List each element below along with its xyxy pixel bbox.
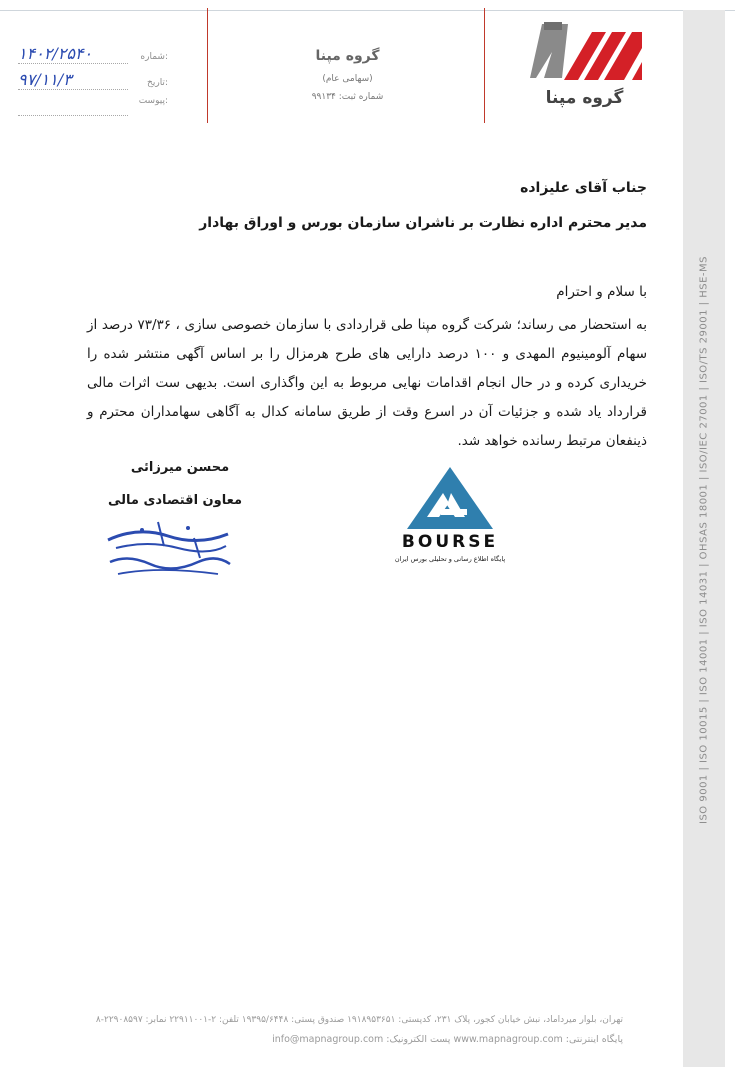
letter-date-label: تاریخ: — [147, 78, 168, 88]
greeting: با سلام و احترام — [556, 284, 647, 300]
header-divider-right — [484, 8, 485, 123]
top-edge-line — [0, 10, 735, 11]
letter-number-label: شماره: — [140, 52, 168, 62]
footer-address: تهران، بلوار میرداماد، نبش خیابان کجور، پلاک ۲۳۱، کدپستی: ۱۹۱۸۹۵۳۶۵۱ صندوق پستی: ۱۹۳۹۵/۶۴۴۸ تلفن: ۲-۲۲۹۱۱۰۰۱ نمابر: ۲۲۹۰۸۵۹۷-۸ — [95, 1015, 623, 1025]
company-stamp-icon — [98, 518, 238, 582]
letter-reference-fields — [18, 44, 168, 122]
company-type: (سهامی عام) — [322, 74, 373, 84]
letter-attachment-row — [18, 96, 168, 122]
letter-number-value: ۱۴۰۲/۲۵۴۰ — [18, 44, 93, 63]
letter-body-paragraph: به استحضار می رساند؛ شرکت گروه مپنا طی قراردادی با سازمان خصوصی سازی ، ۷۳/۳۶ درصد از سهام آلومینیوم المهدی و ۱۰۰ درصد دارایی های طرح هرمزال را بر اساس آگهی منتشر شده را خریداری کرده و در حال انجام اقدامات نهایی مربوط به این واگذاری است. بدیهی ست اثرات مالی قرارداد یاد شده و جزئیات آن در اسرع وقت از طریق سامانه کدال به آگاهی سهامداران محترم و ذینفعان مرتبط رسانده خواهد شد. — [87, 317, 648, 449]
header-divider-left — [207, 8, 208, 123]
signer-title: معاون اقتصادی مالی — [107, 493, 242, 508]
bourse-caption: پایگاه اطلاع رسانی و تحلیلی بورس ایران — [394, 555, 506, 563]
company-registration: شماره ثبت: ۹۹۱۳۴ — [311, 92, 384, 102]
iso-certification-strip — [683, 10, 725, 1067]
letter-attachment-label: پیوست: — [138, 96, 168, 106]
letter-date-value: ۹۷/۱۱/۳ — [18, 70, 72, 89]
footer-web-contact: پایگاه اینترنتی: www.mapnagroup.com پست الکترونیک: info@mapnagroup.com — [272, 1034, 623, 1045]
logo-wordmark: گروه مپنا — [545, 88, 624, 108]
letter-number-row — [18, 44, 168, 70]
letter-date-row — [18, 70, 168, 96]
recipient-name: جناب آقای علیزاده — [520, 180, 647, 196]
company-header-info — [300, 48, 395, 102]
iso-certifications-text: ISO 9001 | ISO 10015 | ISO 14001 | ISO 14031 | OHSAS 18001 | ISO/IEC 27001 | ISO/TS 29001 | HSE-MS — [698, 256, 710, 824]
company-name: گروه مپنا — [315, 48, 380, 64]
recipient-title: مدیر محترم اداره نظارت بر ناشران سازمان بورس و اوراق بهادار — [199, 215, 647, 231]
bourse-wordmark: BOURSE — [401, 532, 499, 552]
signer-name: محسن میرزائی — [130, 460, 230, 475]
